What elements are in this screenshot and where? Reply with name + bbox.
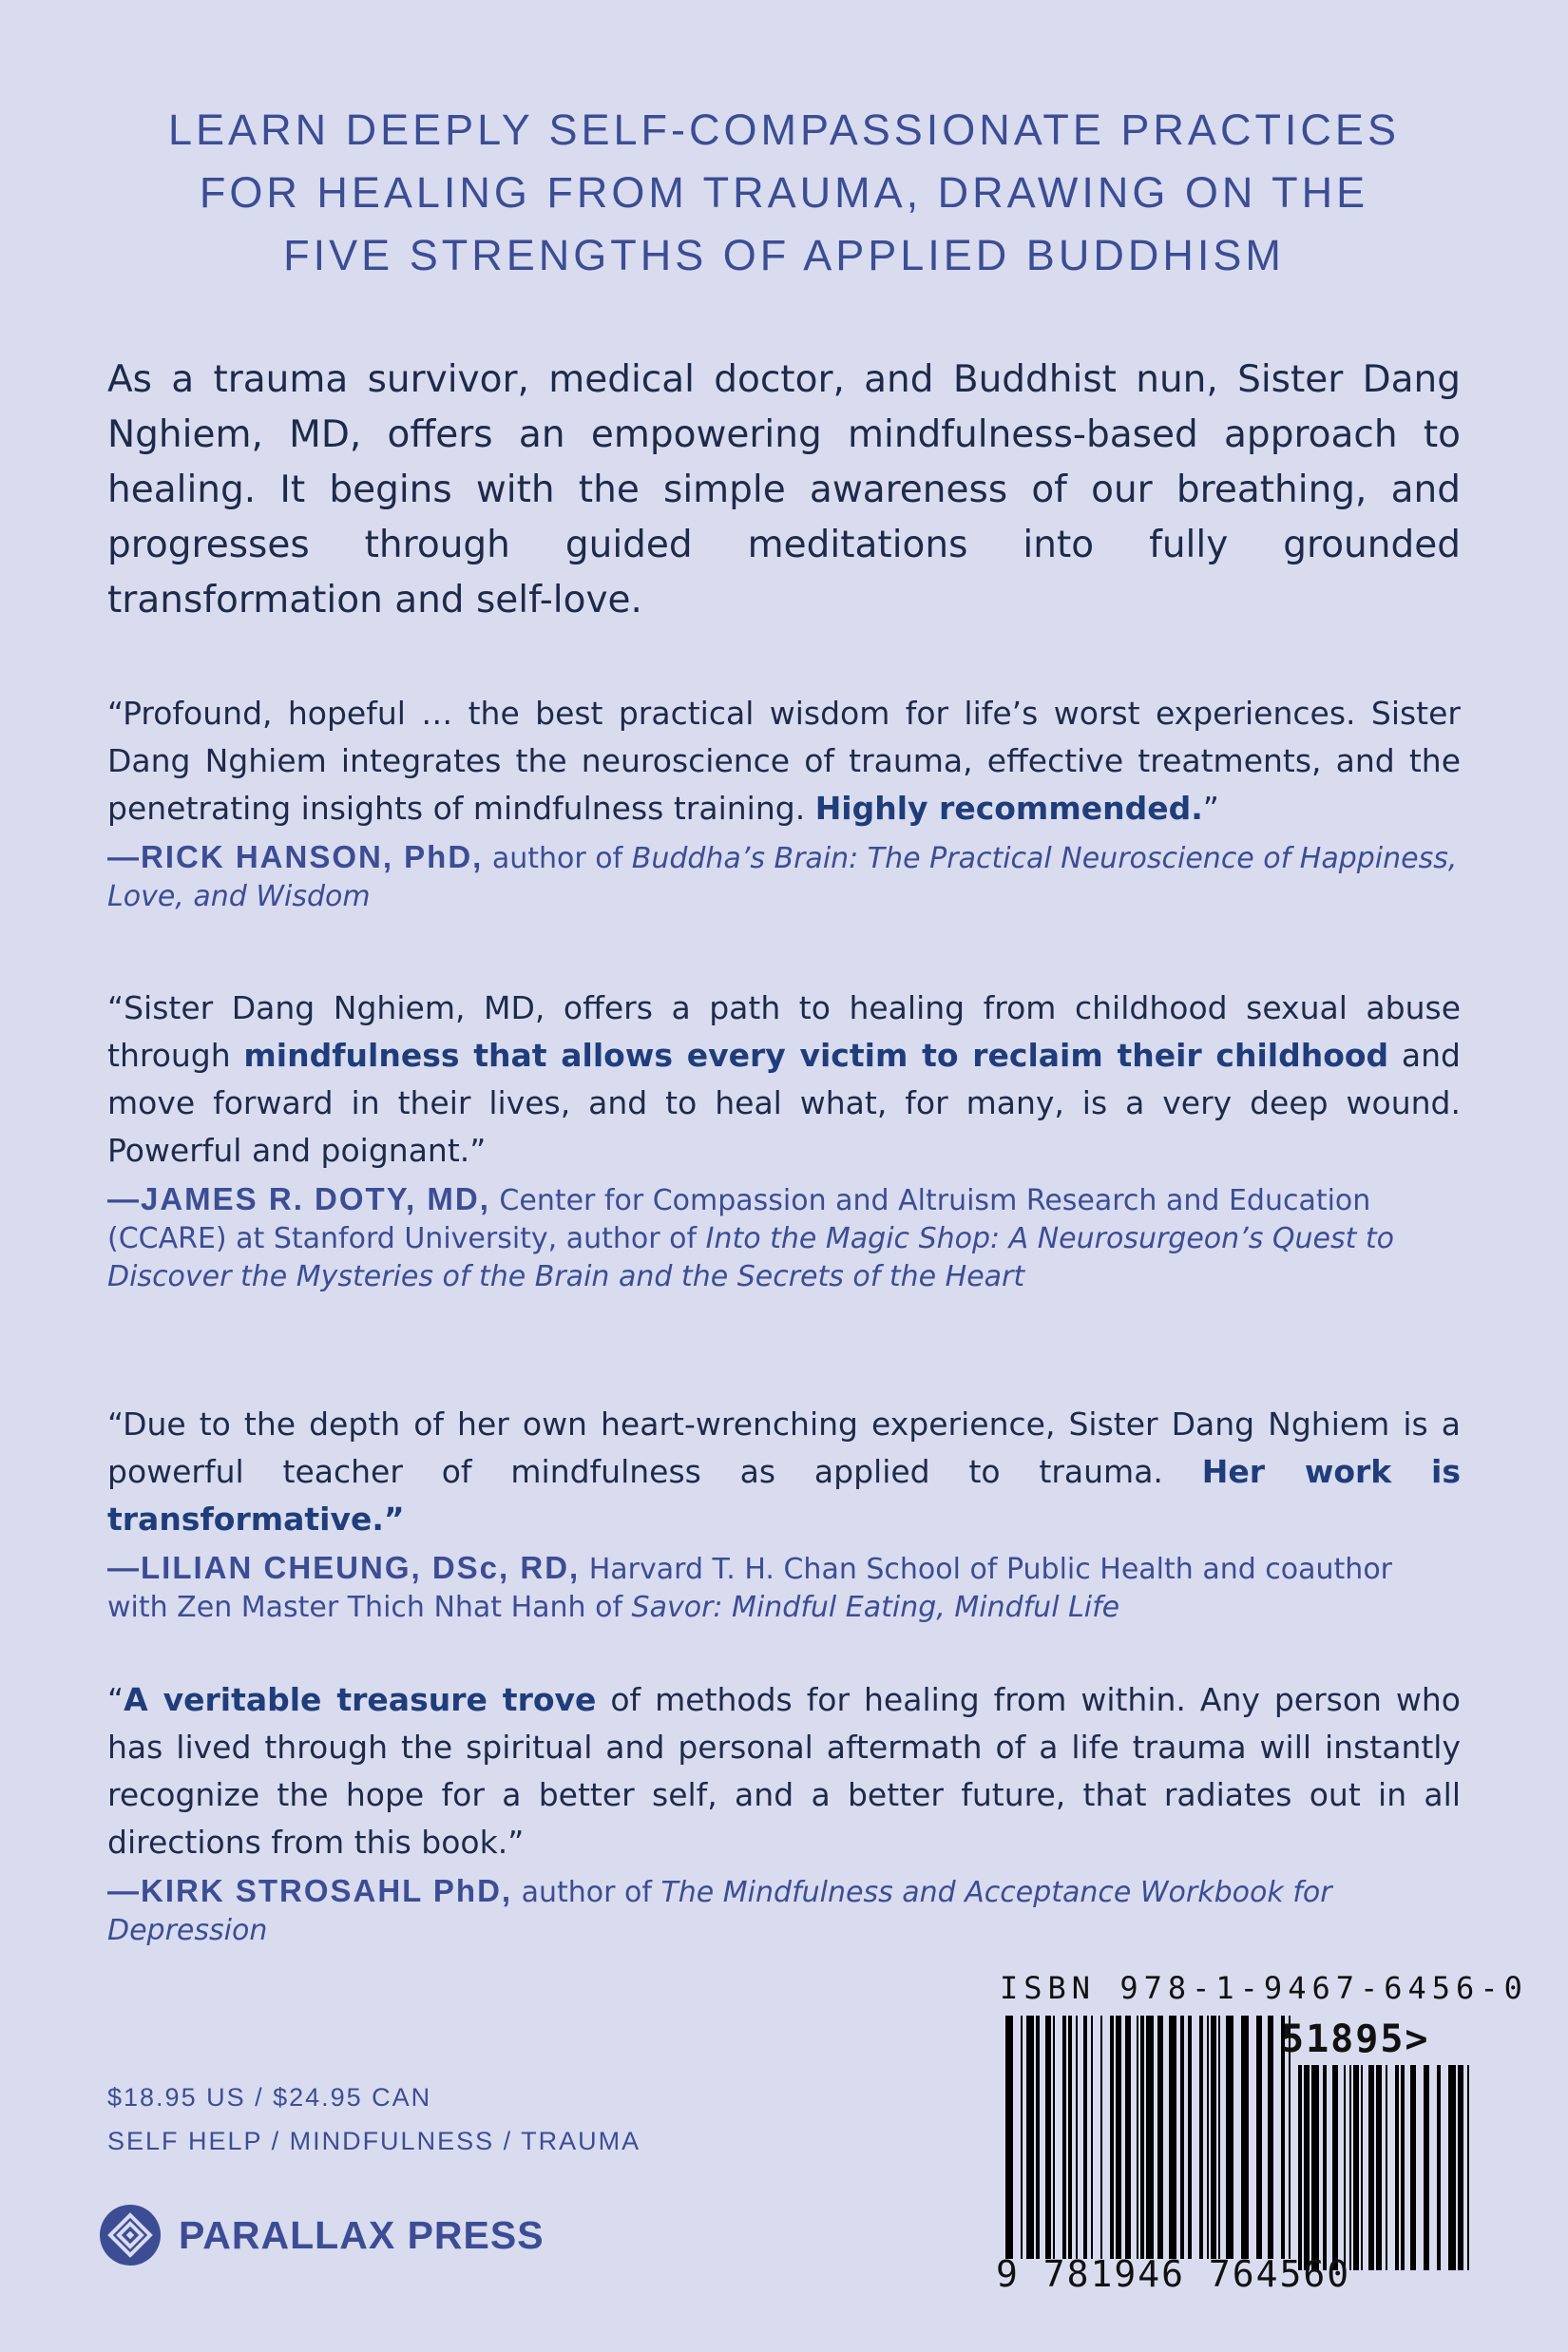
blurb-quote (107, 1401, 1461, 1543)
attribution-name: —LILIAN CHEUNG, DSc, RD, (107, 1550, 581, 1585)
blurb-attribution (107, 1549, 1461, 1627)
barcode-bar (1332, 2065, 1338, 2270)
barcode-bar (1218, 2016, 1220, 2259)
headline-line: LEARN DEEPLY SELF-COMPASSIONATE PRACTICES (168, 105, 1400, 154)
barcode-bar (1169, 2016, 1176, 2259)
barcode-bar (1076, 2016, 1078, 2259)
barcode-bar (1199, 2016, 1203, 2259)
barcode-bar (1068, 2016, 1072, 2259)
category: SELF HELP / MINDFULNESS / TRAUMA (107, 2127, 641, 2155)
barcode-bar (1458, 2065, 1463, 2270)
barcode (996, 1970, 1528, 2295)
barcode-bar (1323, 2065, 1327, 2270)
price-supplement: 51895> (1281, 2017, 1430, 2061)
quote-text: and move forward in their lives, and to heal what, for many, is a very deep wound. Powerful and poignant.” (107, 1037, 1461, 1169)
isbn-label: ISBN 978-1-9467-6456-0 (1000, 1970, 1528, 2006)
attribution-book-title: Into the Magic Shop: A Neurosurgeon’s Quest to Discover the Mysteries of the Brain and the Secrets of the Heart (107, 1222, 1395, 1293)
attribution-text: Center for Compassion and Altruism Research and Education (CCARE) at Stanford University, author of (107, 1184, 1371, 1255)
barcode-bar (1448, 2065, 1456, 2270)
blurb-attribution (107, 1872, 1461, 1950)
barcode-bar (1146, 2016, 1154, 2259)
barcode-bar (1395, 2065, 1399, 2270)
barcode-bar (1188, 2016, 1192, 2259)
barcode-bar (1157, 2016, 1163, 2259)
quote-text: “ (107, 1681, 124, 1718)
barcode-bar (1036, 2016, 1040, 2259)
barcode-bar (1311, 2065, 1319, 2270)
barcode-bar (1180, 2016, 1184, 2259)
barcode-bar (1100, 2016, 1102, 2259)
barcode-bar (1467, 2065, 1469, 2270)
barcode-bar (1110, 2016, 1114, 2259)
supplement-barcode-bars (1298, 2065, 1469, 2270)
blurb-hanson (107, 690, 1461, 916)
blurb-attribution (107, 1180, 1461, 1296)
blurb-quote (107, 1676, 1461, 1866)
attribution-name: —KIRK STROSAHL PhD, (107, 1873, 513, 1908)
ean-digits: 9 781946 764560 (996, 2253, 1351, 2295)
barcode-bar (1241, 2016, 1249, 2259)
barcode-bar (1304, 2065, 1310, 2270)
quote-highlight: Her work is transformative.” (107, 1453, 1461, 1538)
barcode-bar (1376, 2065, 1382, 2270)
headline-line: FOR HEALING FROM TRAUMA, DRAWING ON THE (199, 168, 1369, 217)
barcode-bar (1401, 2065, 1405, 2270)
barcode-bar (1437, 2065, 1441, 2270)
barcode-bar (1211, 2016, 1216, 2259)
barcode-bar (1026, 2016, 1034, 2259)
barcode-bar (1344, 2065, 1346, 2270)
barcode-bar (1268, 2016, 1273, 2259)
quote-highlight: A veritable treasure trove (124, 1681, 597, 1718)
intro-paragraph: As a trauma survivor, medical doctor, and Buddhist nun, Sister Dang Nghiem, MD, offers an empowering mindfulness-based approach to healing. It begins with the simple awareness of our breathing, and progresses through guided meditations into fully grounded transformation and self-love. (107, 358, 1461, 621)
price: $18.95 US / $24.95 CAN (107, 2083, 432, 2112)
barcode-bar (1410, 2065, 1416, 2270)
barcode-bar (1386, 2065, 1387, 2270)
publisher-name: PARALLAX PRESS (179, 2212, 545, 2257)
attribution-name: —JAMES R. DOTY, MD, (107, 1181, 490, 1216)
barcode-bar (1125, 2016, 1131, 2259)
barcode-bar (1140, 2016, 1144, 2259)
parallax-diamond-icon (99, 2204, 162, 2266)
blurb-quote (107, 985, 1461, 1175)
barcode-bar (1207, 2016, 1209, 2259)
barcode-bar (1053, 2016, 1055, 2259)
quote-text: “Sister Dang Nghiem, MD, offers a path to healing from childhood sexual abuse through (107, 989, 1461, 1074)
blurb-doty (107, 985, 1461, 1296)
quote-highlight: Highly recommended. (814, 790, 1203, 827)
attribution-book-title: The Mindfulness and Acceptance Workbook for Depression (107, 1876, 1332, 1947)
attribution-text: Harvard T. H. Chan School of Public Health and coauthor with Zen Master Thich Nhat Hanh of (107, 1553, 1393, 1624)
attribution-text: author of (512, 1876, 661, 1909)
headline (107, 99, 1461, 287)
barcode-bar (1298, 2065, 1302, 2270)
quote-highlight: mindfulness that allows every victim to reclaim their childhood (243, 1037, 1389, 1074)
barcode-bar (1062, 2016, 1066, 2259)
ean-barcode-bars (1005, 2016, 1291, 2259)
barcode-bar (1091, 2016, 1093, 2259)
blurb-attribution (107, 838, 1461, 916)
barcode-bar (1256, 2016, 1262, 2259)
blurb-cheung (107, 1401, 1461, 1627)
quote-text: “Profound, hopeful … the best practical wisdom for life’s worst experiences. Sister Dang Nghiem integrates the neuroscience of trauma, effective treatments, and the penetrating insights of mindfulness training. (107, 695, 1461, 827)
barcode-bar (1045, 2016, 1051, 2259)
barcode-bar (1021, 2016, 1023, 2259)
attribution-book-title: Buddha’s Brain: The Practical Neuroscience of Happiness, Love, and Wisdom (107, 842, 1458, 913)
barcode-bar (1353, 2065, 1359, 2270)
publisher-logo (99, 2202, 545, 2268)
attribution-text: author of (483, 842, 632, 875)
barcode-bar (1005, 2016, 1013, 2259)
attribution-book-title: Savor: Mindful Eating, Mindful Life (631, 1591, 1120, 1624)
barcode-bar (1361, 2065, 1363, 2270)
quote-text: ” (1202, 790, 1219, 827)
attribution-name: —RICK HANSON, PhD, (107, 839, 484, 874)
blurb-strosahl (107, 1676, 1461, 1950)
barcode-bar (1424, 2065, 1429, 2270)
barcode-bar (1083, 2016, 1087, 2259)
blurb-quote (107, 690, 1461, 832)
barcode-bar (1137, 2016, 1138, 2259)
headline-line: FIVE STRENGTHS OF APPLIED BUDDHISM (283, 231, 1285, 279)
barcode-bar (1349, 2065, 1351, 2270)
barcode-bar (1368, 2065, 1374, 2270)
quote-text: “Due to the depth of her own heart-wrenching experience, Sister Dang Nghiem is a powerful teacher of mindfulness as applied to trauma. (107, 1405, 1461, 1490)
barcode-bar (1226, 2016, 1233, 2259)
quote-text: of methods for healing from within. Any person who has lived through the spiritual and personal aftermath of a life trauma will instantly recognize the hope for a better self, and a better future, that radiates out in all directions from this book.” (107, 1681, 1461, 1861)
barcode-bar (1116, 2016, 1121, 2259)
